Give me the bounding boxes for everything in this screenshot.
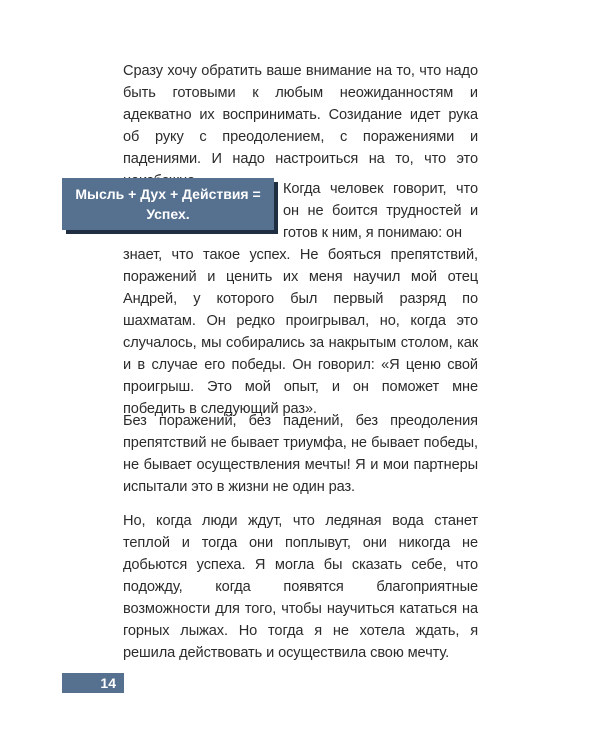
paragraph-fear-continued: знает, что такое успех. Не бояться препятствий, поражений и ценить их меня научил мой отец Андрей, у которого был первый разряд по шахматам. Он редко проигрывал, но, когда это случалось, мы собирались за накрытым столом, как и в случае его победы. Он говорил: «Я ценю свой проигрыш. Это мой опыт, и он поможет мне победить в следующий раз». [123, 247, 478, 417]
paragraph-no-triumph: Без поражений, без падений, без преодоления препятствий не бывает триумфа, не бывает победы, не бывает осуществления мечты! Я и мои партнеры испытали это в жизни не один раз. [123, 413, 478, 495]
page-number-bar [62, 673, 124, 693]
callout-box [62, 178, 274, 230]
page-number: 14 [100, 675, 116, 691]
callout-text: Мысль + Дух + Действия = Успех. [75, 186, 261, 222]
paragraph-intro: Сразу хочу обратить ваше внимание на то, что надо быть готовыми к любым неожиданностям и адекватно их воспринимать. Созидание идет рука об руку с преодолением, с поражениями и падениями. И надо настроиться на то, что это [123, 63, 478, 167]
paragraph-fear-start: Когда человек говорит, что он не боится трудностей и готов к ним, я понимаю: он [283, 181, 478, 241]
paragraph-cold-water: Но, когда люди ждут, что ледяная вода станет теплой и тогда они поплывут, они никогда не добьются успеха. Я могла бы сказать себе, что подожду, когда появятся благоприятные возможности для того, чтобы научиться кататься на горных лыжах. Но тогда я не хотела ждать, я решила действовать и осуществила свою мечту. [123, 513, 478, 661]
